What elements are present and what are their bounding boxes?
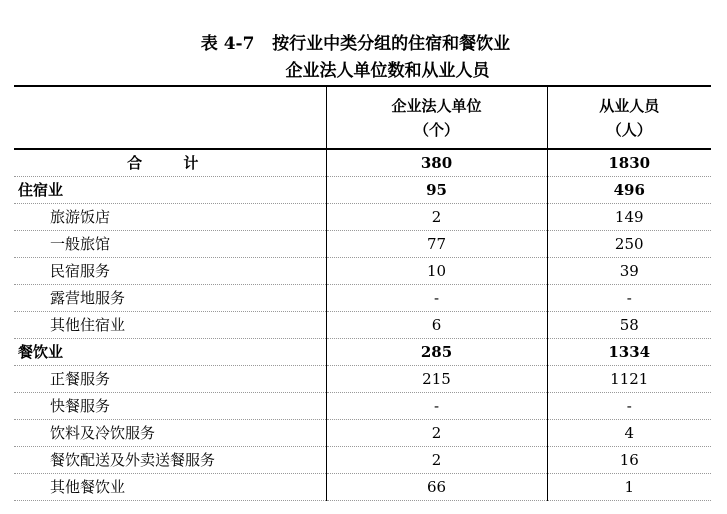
row-employees: 16 xyxy=(547,446,711,473)
row-employees: - xyxy=(547,284,711,311)
row-units: - xyxy=(326,392,547,419)
row-name: 住宿业 xyxy=(14,176,326,203)
table-row xyxy=(14,446,711,473)
row-name: 其他餐饮业 xyxy=(14,473,326,500)
row-units: 2 xyxy=(326,203,547,230)
row-employees: - xyxy=(547,392,711,419)
table-row xyxy=(14,365,711,392)
row-units: 95 xyxy=(326,176,547,203)
row-name: 餐饮业 xyxy=(14,338,326,365)
row-name: 旅游饭店 xyxy=(14,203,326,230)
table-row xyxy=(14,392,711,419)
row-units: 10 xyxy=(326,257,547,284)
row-name: 正餐服务 xyxy=(14,365,326,392)
statistics-table xyxy=(14,85,711,501)
row-units: 215 xyxy=(326,365,547,392)
row-name: 饮料及冷饮服务 xyxy=(14,419,326,446)
row-units: 380 xyxy=(326,149,547,176)
row-employees: 1121 xyxy=(547,365,711,392)
row-name: 其他住宿业 xyxy=(14,311,326,338)
table-row xyxy=(14,473,711,500)
header-category xyxy=(14,86,326,149)
table-row xyxy=(14,284,711,311)
row-employees: 1334 xyxy=(547,338,711,365)
row-units: 2 xyxy=(326,446,547,473)
row-units: - xyxy=(326,284,547,311)
row-units: 77 xyxy=(326,230,547,257)
row-name: 民宿服务 xyxy=(14,257,326,284)
table-row-category xyxy=(14,338,711,365)
row-name: 餐饮配送及外卖送餐服务 xyxy=(14,446,326,473)
row-units: 6 xyxy=(326,311,547,338)
table-row xyxy=(14,230,711,257)
table-title-line2: 企业法人单位数和从业人员 xyxy=(285,61,490,81)
header-units xyxy=(326,86,547,149)
header-units-label: 企业法人单位 xyxy=(391,96,482,115)
row-employees: 39 xyxy=(547,257,711,284)
row-employees: 58 xyxy=(547,311,711,338)
row-employees: 149 xyxy=(547,203,711,230)
row-employees: 1830 xyxy=(547,149,711,176)
header-units-unit: （个） xyxy=(413,120,459,139)
header-employees-unit: （人） xyxy=(606,120,652,139)
row-units: 2 xyxy=(326,419,547,446)
table-title-line1: 表 4-7 按行业中类分组的住宿和餐饮业 xyxy=(200,34,511,54)
row-name: 一般旅馆 xyxy=(14,230,326,257)
table-row-category xyxy=(14,176,711,203)
row-name: 露营地服务 xyxy=(14,284,326,311)
row-name: 快餐服务 xyxy=(14,392,326,419)
table-row xyxy=(14,257,711,284)
row-employees: 4 xyxy=(547,419,711,446)
table-row-total xyxy=(14,149,711,176)
header-row xyxy=(14,86,711,149)
table-row xyxy=(14,419,711,446)
header-employees xyxy=(547,86,711,149)
row-employees: 496 xyxy=(547,176,711,203)
row-employees: 1 xyxy=(547,473,711,500)
row-employees: 250 xyxy=(547,230,711,257)
row-units: 285 xyxy=(326,338,547,365)
table-row xyxy=(14,203,711,230)
row-units: 66 xyxy=(326,473,547,500)
row-name: 合 计 xyxy=(14,149,326,176)
table-row xyxy=(14,311,711,338)
header-employees-label: 从业人员 xyxy=(599,96,660,115)
